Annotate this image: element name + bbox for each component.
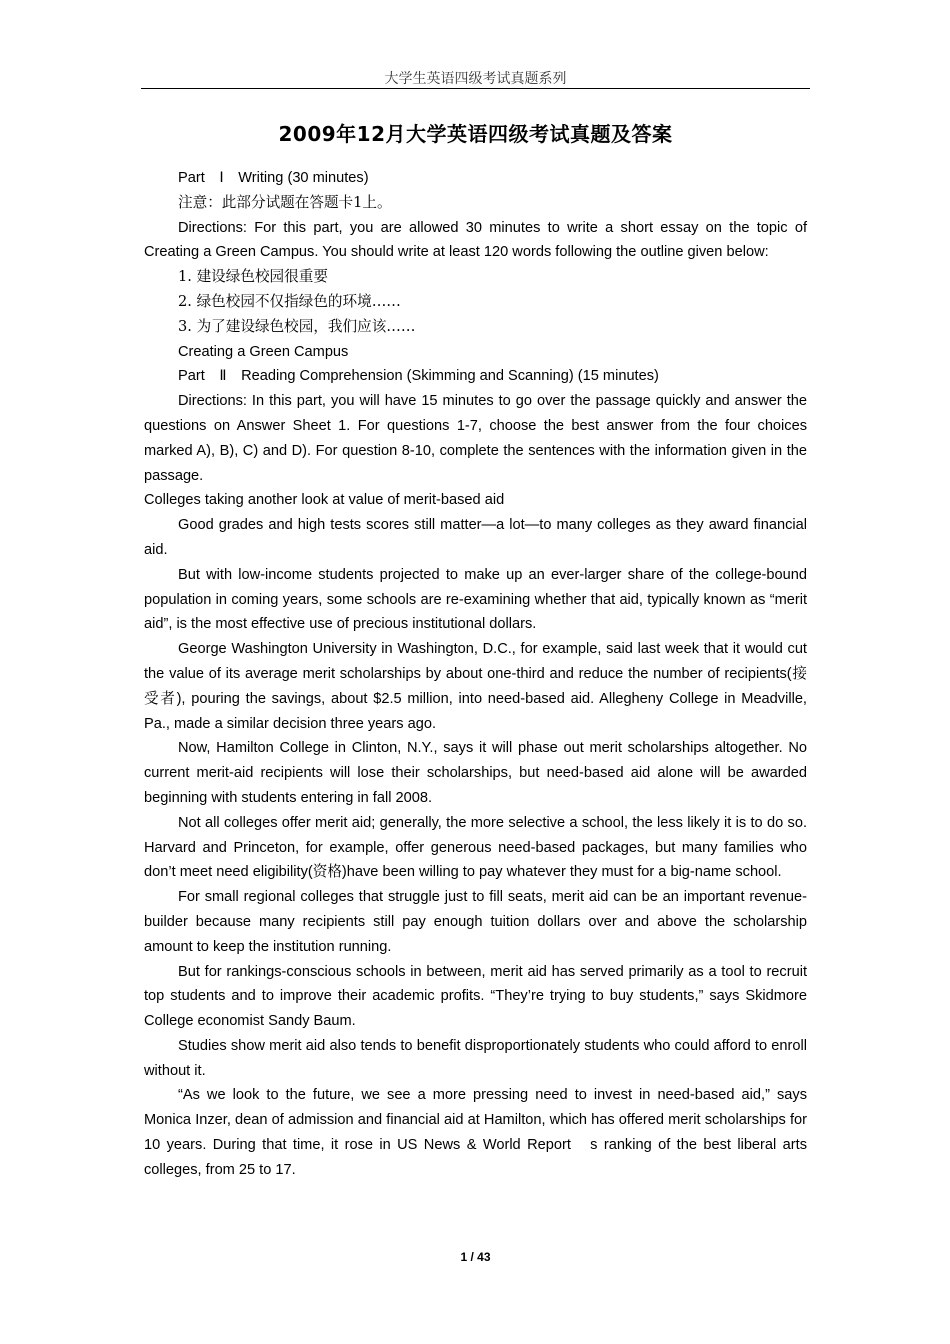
- passage-paragraph: Studies show merit aid also tends to benefit disproportionately students who could afford to enroll without it.: [144, 1037, 807, 1079]
- passage-paragraph: But for rankings-conscious schools in between, merit aid has served primarily as a tool to recruit top students and to improve their academic profits. “They’re trying to buy students,” says Skidmore College economist Sandy Baum.: [144, 963, 807, 1030]
- passage-paragraph: George Washington University in Washington, D.C., for example, said last week that it would cut the value of its average merit scholarships by about one-third and reduce the number of recipients(接受者), pouring the savings, about $2.5 million, into need-based aid. Allegheny College in Meadville, Pa., made a similar decision three years ago.: [144, 641, 807, 732]
- document-body: [144, 166, 807, 1183]
- part2-heading: Part Ⅱ Reading Comprehension (Skimming and Scanning) (15 minutes): [178, 368, 659, 385]
- passage-paragraph: Not all colleges offer merit aid; generally, the more selective a school, the less likely it is to do so. Harvard and Princeton, for example, offer generous need-based packages, but many families who don’t meet need eligibility(资格)have been willing to pay whatever they must for a big-name school.: [144, 814, 807, 881]
- header-rule: [141, 88, 810, 89]
- passage-paragraph: “As we look to the future, we see a more pressing need to invest in need-based aid,” says Monica Inzer, dean of admission and financial aid at Hamilton, which has offered merit scholarships for 10 years. During that time, it rose in US News & World Report s ranking of the best liberal arts colleges, from 25 to 17.: [144, 1087, 807, 1178]
- passage-paragraph: For small regional colleges that struggle just to fill seats, merit aid can be an important revenue-builder because many recipients still pay enough tuition dollars over and above the scholarship amount to keep the institution running.: [144, 889, 807, 955]
- outline-item: 1. 建设绿色校园很重要: [178, 268, 328, 286]
- essay-title: Creating a Green Campus: [178, 343, 349, 360]
- part2-directions: Directions: In this part, you will have 15 minutes to go over the passage quickly and answer the questions on Answer Sheet 1. For questions 1-7, choose the best answer from the four choices marked A), B), C) and D). For question 8-10, complete the sentences with the information given in the passage.: [144, 393, 807, 484]
- part1-note: 注意：此部分试题在答题卡1上。: [178, 193, 392, 211]
- outline-item: 3. 为了建设绿色校园，我们应该……: [178, 317, 416, 335]
- passage-paragraph: Now, Hamilton College in Clinton, N.Y., says it will phase out merit scholarships altogether. No current merit-aid recipients will lose their scholarships, but need-based aid alone will be awarded beginning with students entering in fall 2008.: [144, 740, 807, 806]
- passage-paragraph: Good grades and high tests scores still matter—a lot—to many colleges as they award financial aid.: [144, 517, 807, 558]
- passage-title: Colleges taking another look at value of merit-based aid: [144, 492, 505, 509]
- page-header: 大学生英语四级考试真题系列: [384, 72, 567, 87]
- part1-heading: Part Ⅰ Writing (30 minutes): [178, 170, 369, 186]
- page-number: 1 / 43: [460, 1250, 491, 1264]
- document-title: 2009年12月大学英语四级考试真题及答案: [278, 122, 673, 146]
- part1-directions: Directions: For this part, you are allowed 30 minutes to write a short essay on the topic of Creating a Green Campus. You should write at least 120 words following the outline given below:: [144, 219, 807, 261]
- passage-paragraph: But with low-income students projected to make up an ever-larger share of the college-bound population in coming years, some schools are re-examining whether that aid, typically known as “merit aid”, is the most effective use of precious institutional dollars.: [144, 566, 807, 633]
- outline-item: 2. 绿色校园不仅指绿色的环境……: [178, 292, 401, 310]
